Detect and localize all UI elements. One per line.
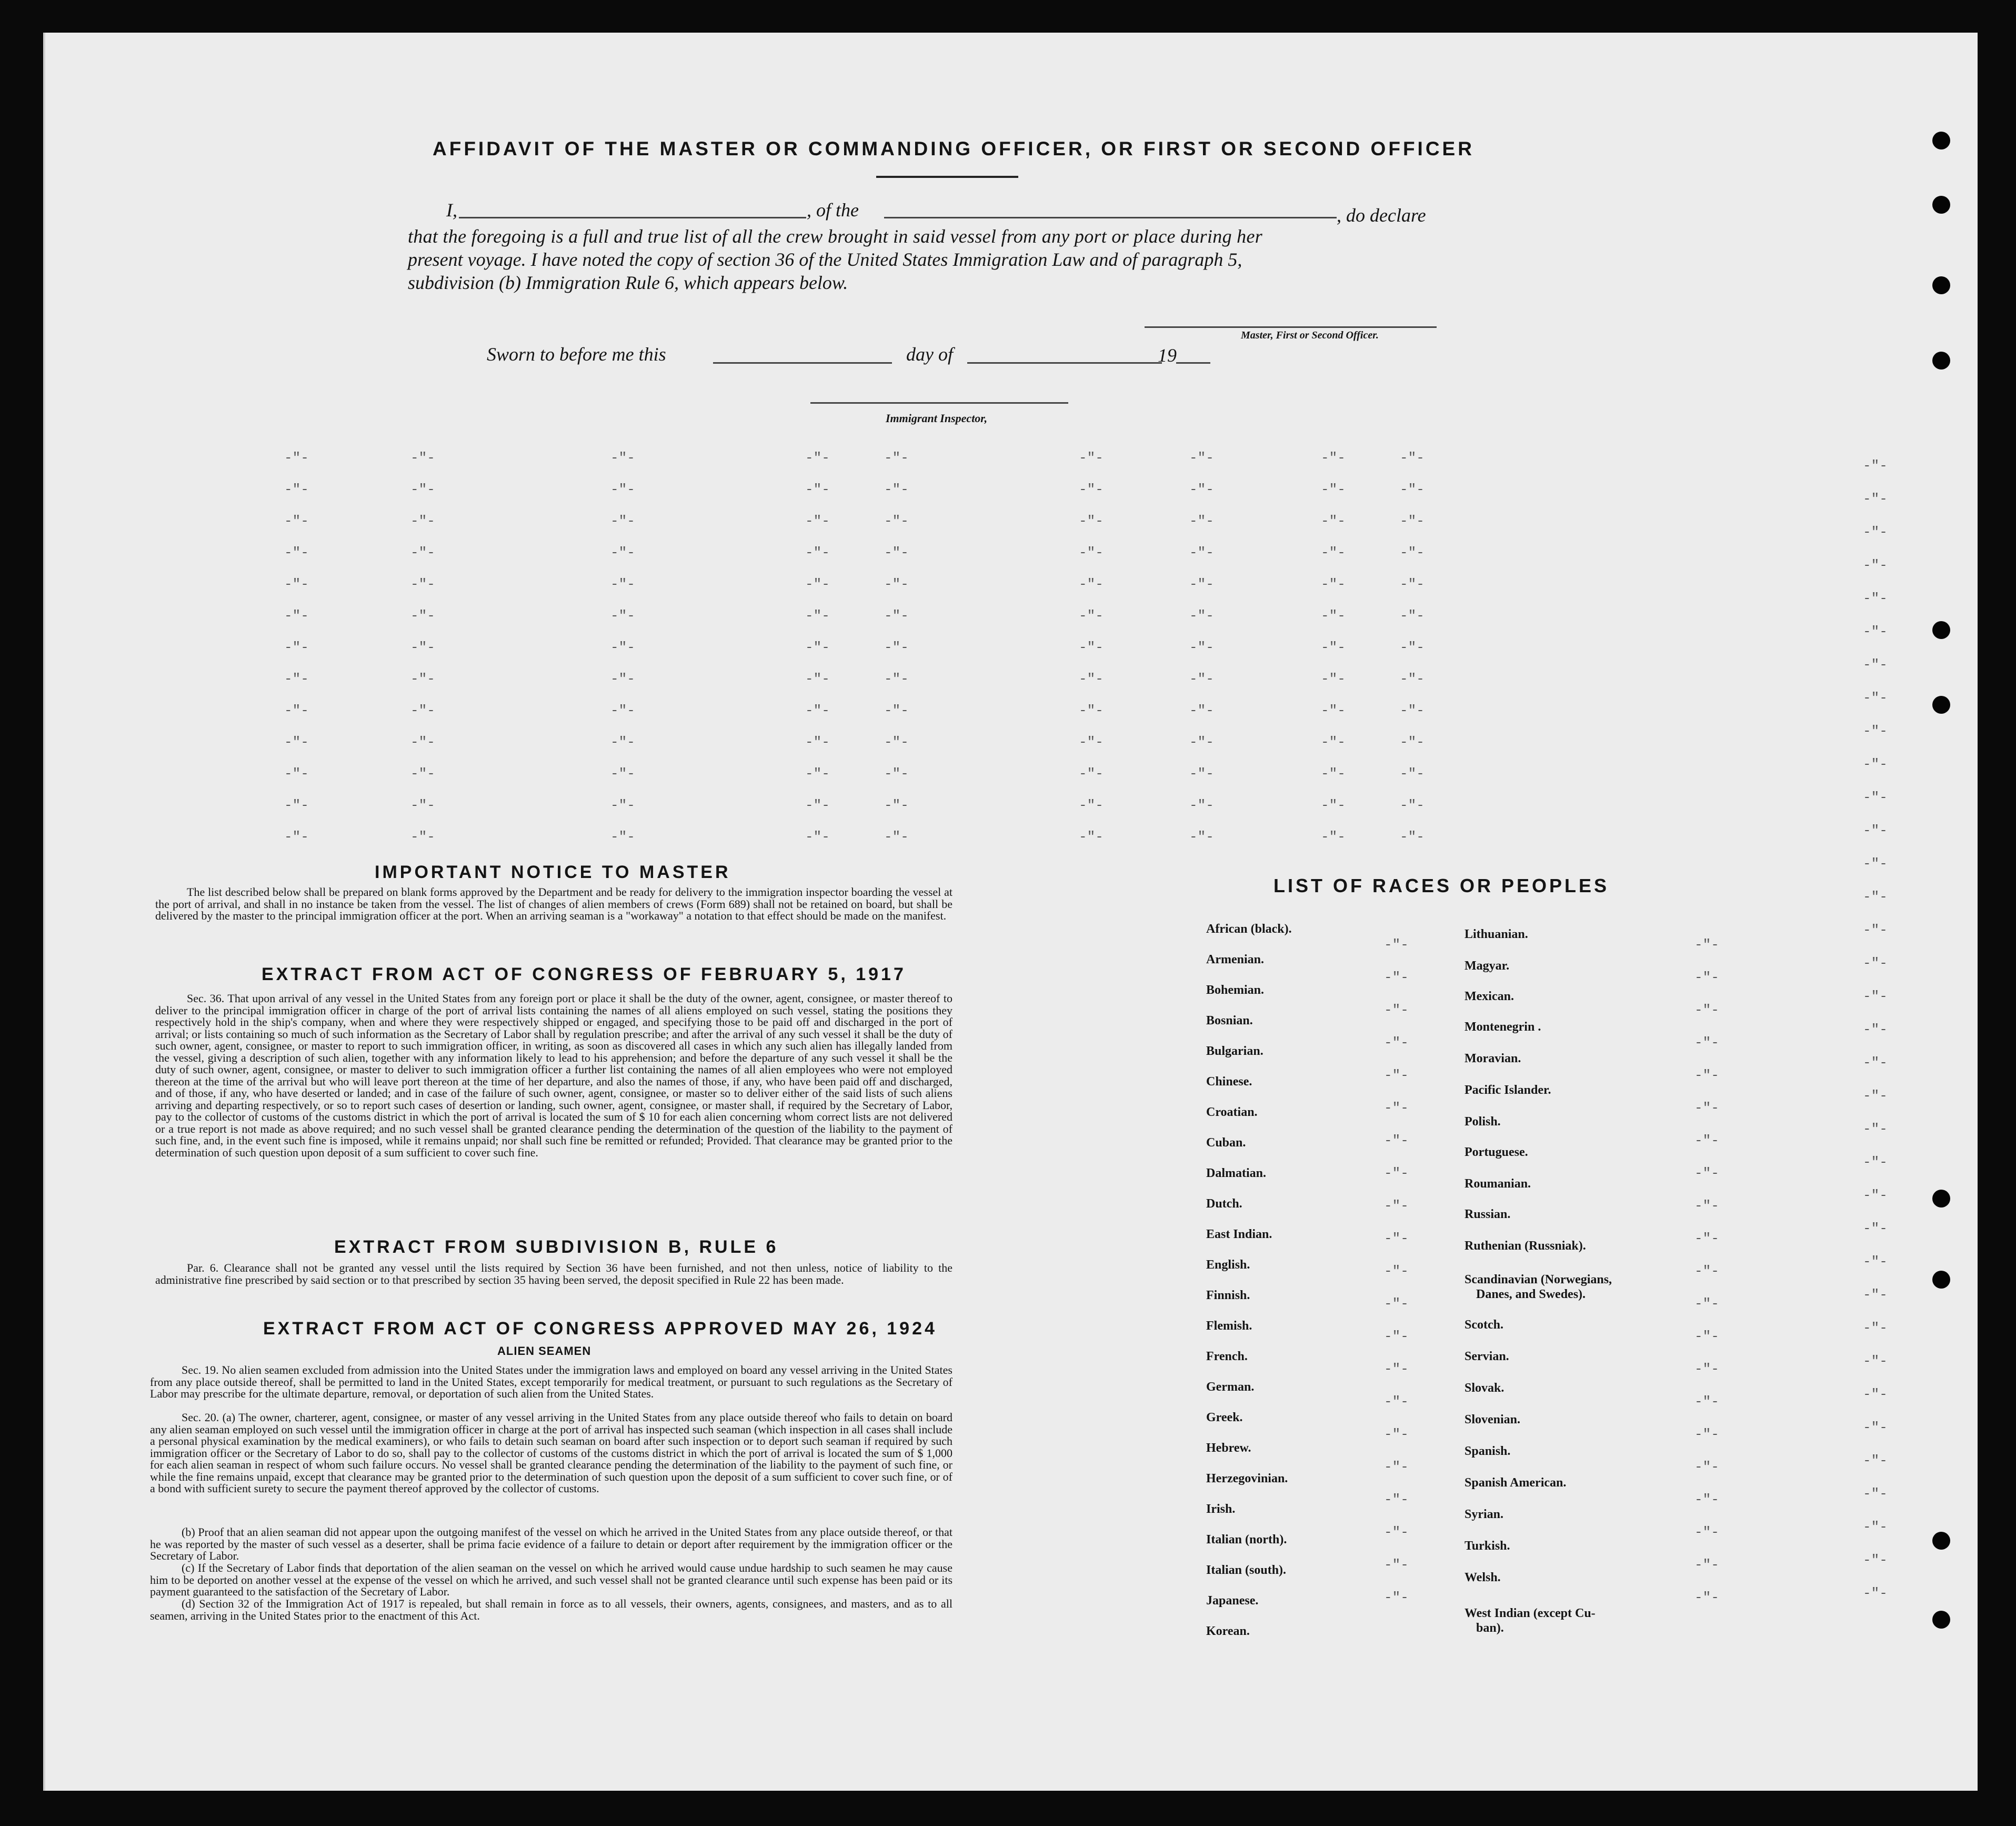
race-item: Welsh. xyxy=(1465,1571,1501,1584)
ditto-mark: -"- xyxy=(1079,671,1104,687)
ditto-mark: -"- xyxy=(1400,482,1425,497)
ditto-mark: -"- xyxy=(1863,1585,1888,1601)
ditto-mark: -"- xyxy=(884,797,909,813)
ditto-mark: -"- xyxy=(1384,1394,1409,1410)
ditto-mark: -"- xyxy=(884,576,909,592)
ditto-mark: -"- xyxy=(610,482,635,497)
punch-hole xyxy=(1932,196,1950,214)
race-item: Danes, and Swedes). xyxy=(1476,1288,1586,1301)
ditto-mark: -"- xyxy=(1694,1231,1719,1246)
ditto-mark: -"- xyxy=(1384,1459,1409,1475)
ditto-mark: -"- xyxy=(410,545,435,561)
ditto-mark: -"- xyxy=(1189,482,1214,497)
ditto-mark: -"- xyxy=(1321,766,1346,782)
ditto-mark: -"- xyxy=(1863,1287,1888,1303)
punch-hole xyxy=(1932,1190,1950,1208)
ditto-mark: -"- xyxy=(1384,1133,1409,1149)
punch-hole xyxy=(1932,696,1950,714)
ditto-mark: -"- xyxy=(1189,734,1214,750)
race-item: Spanish American. xyxy=(1465,1476,1567,1490)
ditto-mark: -"- xyxy=(1079,829,1104,845)
race-item: Italian (north). xyxy=(1206,1533,1287,1546)
ditto-mark: -"- xyxy=(1384,1198,1409,1214)
ditto-mark: -"- xyxy=(1863,1320,1888,1336)
ditto-mark: -"- xyxy=(1384,1067,1409,1083)
ditto-mark: -"- xyxy=(1863,524,1888,540)
ditto-mark: -"- xyxy=(1694,1263,1719,1279)
punch-hole xyxy=(1932,1271,1950,1289)
ditto-mark: -"- xyxy=(1384,1231,1409,1246)
ditto-mark: -"- xyxy=(410,608,435,624)
extract-1924-sec20b: (b) Proof that an alien seaman did not appear upon the outgoing manifest of the vessel on which he arrived in the United States from any place outside thereof, or that he was reported by the master of such vessel as a deserter, shall be prima facie evidence of a failure to detain or deport after requirement by the immigration officer or the Secretary of Labor. xyxy=(150,1525,952,1562)
ditto-mark: -"- xyxy=(1321,671,1346,687)
ditto-mark: -"- xyxy=(1400,703,1425,719)
ditto-mark: -"- xyxy=(284,829,309,845)
ditto-mark: -"- xyxy=(805,450,830,466)
ditto-mark: -"- xyxy=(1863,1121,1888,1137)
ditto-mark: -"- xyxy=(1384,1263,1409,1279)
ditto-mark: -"- xyxy=(1321,482,1346,497)
ditto-mark: -"- xyxy=(1189,608,1214,624)
ditto-mark: -"- xyxy=(805,734,830,750)
ditto-mark: -"- xyxy=(1863,756,1888,772)
ditto-mark: -"- xyxy=(1321,450,1346,466)
ditto-mark: -"- xyxy=(410,640,435,655)
ditto-mark: -"- xyxy=(1189,797,1214,813)
ditto-mark: -"- xyxy=(610,734,635,750)
ditto-mark: -"- xyxy=(1863,1188,1888,1203)
extract-1924-sec19: Sec. 19. No alien seamen excluded from admission into the United States under the immigration laws and employed on board any vessel arriving in the United States from any place outside thereof, shall be permitted to land in the United States, except temporarily for medical treatment, or pursuant to such regulations as the Secretary of Labor may prescribe for the ultimate departure, removal, or deportation of such alien from the United States. xyxy=(150,1363,952,1400)
ditto-mark: -"- xyxy=(1384,1361,1409,1377)
race-item: Chinese. xyxy=(1206,1075,1252,1089)
ditto-mark: -"- xyxy=(1863,889,1888,905)
ditto-mark: -"- xyxy=(1694,970,1719,985)
ditto-mark: -"- xyxy=(1400,450,1425,466)
ditto-mark: -"- xyxy=(1079,545,1104,561)
ditto-mark: -"- xyxy=(1079,482,1104,497)
ditto-mark: -"- xyxy=(1694,1198,1719,1214)
ditto-mark: -"- xyxy=(1384,1557,1409,1573)
ditto-mark: -"- xyxy=(1400,734,1425,750)
sworn-label: Sworn to before me this xyxy=(487,344,666,365)
ditto-mark: -"- xyxy=(1694,1035,1719,1051)
punch-hole xyxy=(1932,1611,1950,1629)
ditto-mark: -"- xyxy=(1384,1035,1409,1051)
ditto-mark: -"- xyxy=(610,545,635,561)
ditto-mark: -"- xyxy=(284,640,309,655)
of-the-label: , of the xyxy=(807,199,859,221)
ditto-mark: -"- xyxy=(805,576,830,592)
ditto-mark: -"- xyxy=(610,671,635,687)
ditto-mark: -"- xyxy=(805,640,830,655)
ditto-mark: -"- xyxy=(610,703,635,719)
ditto-mark: -"- xyxy=(1694,1492,1719,1508)
ditto-mark: -"- xyxy=(284,797,309,813)
ditto-mark: -"- xyxy=(1079,513,1104,529)
signature-field[interactable] xyxy=(1145,326,1437,328)
ditto-mark: -"- xyxy=(1400,513,1425,529)
ditto-mark: -"- xyxy=(1863,1420,1888,1435)
punch-hole xyxy=(1932,352,1950,370)
ditto-mark: -"- xyxy=(1400,576,1425,592)
year-prefix: 19 xyxy=(1158,345,1177,366)
race-item: Scandinavian (Norwegians, xyxy=(1465,1273,1612,1286)
ditto-mark: -"- xyxy=(1384,1100,1409,1116)
punch-hole xyxy=(1932,621,1950,639)
race-item: Slovak. xyxy=(1465,1381,1505,1395)
ditto-mark: -"- xyxy=(1384,1329,1409,1344)
ditto-mark: -"- xyxy=(1863,955,1888,971)
ditto-mark: -"- xyxy=(805,829,830,845)
do-declare-label: , do declare xyxy=(1337,205,1426,226)
race-item: Mexican. xyxy=(1465,990,1514,1003)
race-item: Ruthenian (Russniak). xyxy=(1465,1239,1586,1253)
extract-1924-title: EXTRACT FROM ACT OF CONGRESS APPROVED MAY 26, 1924 xyxy=(263,1319,937,1339)
race-item: Moravian. xyxy=(1465,1052,1521,1065)
ditto-mark: -"- xyxy=(1863,591,1888,606)
ditto-mark: -"- xyxy=(410,797,435,813)
ditto-mark: -"- xyxy=(1079,640,1104,655)
ditto-mark: -"- xyxy=(805,608,830,624)
ditto-mark: -"- xyxy=(610,766,635,782)
ditto-mark: -"- xyxy=(805,545,830,561)
ditto-mark: -"- xyxy=(610,450,635,466)
extract-1924-sec20a: Sec. 20. (a) The owner, charterer, agent, consignee, or master of any vessel arriving in the United States from any place outside thereof who fails to detain on board any alien seaman employed on such vessel until the immigration officer in charge at the port of arrival has inspected such seaman (which inspection in all cases shall include a personal physical examination by the medical examiners), or who fails to detain such seaman on board after such inspection or to deport such seaman if required by such immigration officer or the Secretary of Labor to do so, shall pay to the collector of customs of the customs district in which the port of arrival is located the sum of $ 1,000 for each alien seaman in respect of whom such failure occurs. No vessel shall be granted clearance pending the determination of the liability to the payment of such fine, or while the fine remains unpaid, except that clearance may be granted prior to the determination of such question upon the deposit of a sum sufficient to cover such fine, or of a bond with sufficient surety to secure the payment thereof approved by the collector of customs. xyxy=(150,1411,952,1495)
extract-1924-sec20d: (d) Section 32 of the Immigration Act of 1917 is repealed, but shall remain in force as to all vessels, their owners, agents, consignees, and masters, and as to all seamen, arriving in the United States prior to the enactment of this Act. xyxy=(150,1597,952,1622)
ditto-mark: -"- xyxy=(1400,829,1425,845)
race-item: Dalmatian. xyxy=(1206,1166,1266,1180)
extract-rule6-text: Par. 6. Clearance shall not be granted any vessel until the lists required by Section 36 have been furnished, and not then unless, notice of liability to the administrative fine prescribed by said section or to that prescribed by section 35 having been served, the deposit specified in Rule 22 has been made. xyxy=(155,1261,952,1286)
ditto-mark: -"- xyxy=(884,766,909,782)
ditto-mark: -"- xyxy=(1863,1254,1888,1270)
ditto-mark: -"- xyxy=(1863,1088,1888,1104)
ditto-mark: -"- xyxy=(1384,1002,1409,1018)
ditto-mark: -"- xyxy=(284,703,309,719)
ditto-mark: -"- xyxy=(1384,1524,1409,1540)
ditto-mark: -"- xyxy=(1189,766,1214,782)
ditto-mark: -"- xyxy=(610,797,635,813)
race-item: West Indian (except Cu- xyxy=(1465,1607,1596,1620)
race-item: Lithuanian. xyxy=(1465,927,1528,941)
race-item: Bulgarian. xyxy=(1206,1044,1263,1058)
ditto-mark: -"- xyxy=(610,608,635,624)
vessel-name-field[interactable] xyxy=(884,217,1337,218)
declarant-label: I, xyxy=(446,199,457,221)
ditto-mark: -"- xyxy=(410,734,435,750)
race-item: Scotch. xyxy=(1465,1318,1503,1332)
ditto-mark: -"- xyxy=(1863,557,1888,573)
race-item: English. xyxy=(1206,1258,1250,1272)
ditto-mark: -"- xyxy=(410,576,435,592)
ditto-mark: -"- xyxy=(610,829,635,845)
ditto-mark: -"- xyxy=(284,734,309,750)
notice-text: The list described below shall be prepared on blank forms approved by the Department and be ready for delivery to the immigration inspector boarding the vessel at the port of arrival, and shall in no instance be taken from the vessel. The list of changes of alien members of crews (Form 689) shall not be retained on board, but shall be delivered by the master to the principal immigration officer at the port. When an arriving seaman is a "workaway" a notation to that effect should be made on the manifest. xyxy=(155,885,952,922)
ditto-mark: -"- xyxy=(284,608,309,624)
ditto-mark: -"- xyxy=(1863,1519,1888,1535)
race-item: Herzegovinian. xyxy=(1206,1472,1288,1485)
ditto-mark: -"- xyxy=(1863,856,1888,872)
ditto-mark: -"- xyxy=(610,513,635,529)
ditto-mark: -"- xyxy=(1079,608,1104,624)
ditto-mark: -"- xyxy=(410,766,435,782)
ditto-mark: -"- xyxy=(1384,1590,1409,1605)
ditto-mark: -"- xyxy=(1694,1524,1719,1540)
race-item: Russian. xyxy=(1465,1208,1511,1221)
ditto-mark: -"- xyxy=(1321,797,1346,813)
ditto-mark: -"- xyxy=(1863,624,1888,640)
race-item: Cuban. xyxy=(1206,1136,1246,1150)
ditto-mark: -"- xyxy=(284,545,309,561)
ditto-mark: -"- xyxy=(1694,1459,1719,1475)
ditto-mark: -"- xyxy=(1863,1221,1888,1236)
ditto-mark: -"- xyxy=(410,482,435,497)
day-of-label: day of xyxy=(906,344,953,365)
ditto-mark: -"- xyxy=(1321,545,1346,561)
race-item: Korean. xyxy=(1206,1624,1250,1638)
ditto-mark: -"- xyxy=(805,766,830,782)
ditto-mark: -"- xyxy=(1384,970,1409,985)
ditto-mark: -"- xyxy=(1384,1165,1409,1181)
race-item: Servian. xyxy=(1465,1350,1509,1363)
ditto-mark: -"- xyxy=(1694,1165,1719,1181)
race-item: Irish. xyxy=(1206,1502,1236,1516)
ditto-mark: -"- xyxy=(1321,513,1346,529)
race-item: Spanish. xyxy=(1465,1444,1511,1458)
ditto-mark: -"- xyxy=(1321,608,1346,624)
declarant-name-field[interactable] xyxy=(459,217,806,218)
ditto-mark: -"- xyxy=(1863,1386,1888,1402)
ditto-mark: -"- xyxy=(1694,1296,1719,1312)
race-item: Syrian. xyxy=(1465,1508,1504,1521)
ditto-mark: -"- xyxy=(1079,766,1104,782)
ditto-mark: -"- xyxy=(1321,576,1346,592)
race-item: Japanese. xyxy=(1206,1594,1259,1608)
ditto-mark: -"- xyxy=(884,640,909,655)
ditto-mark: -"- xyxy=(1694,1590,1719,1605)
ditto-mark: -"- xyxy=(884,545,909,561)
race-item: Bosnian. xyxy=(1206,1014,1253,1027)
race-item: Dutch. xyxy=(1206,1197,1242,1211)
ditto-mark: -"- xyxy=(1189,829,1214,845)
ditto-mark: -"- xyxy=(1079,576,1104,592)
sworn-day-field[interactable] xyxy=(713,362,892,364)
ditto-mark: -"- xyxy=(1189,671,1214,687)
ditto-mark: -"- xyxy=(1863,491,1888,507)
ditto-mark: -"- xyxy=(805,513,830,529)
extract-1924-subtitle: ALIEN SEAMEN xyxy=(497,1344,591,1358)
ditto-mark: -"- xyxy=(1400,640,1425,655)
ditto-mark: -"- xyxy=(284,482,309,497)
race-item: East Indian. xyxy=(1206,1228,1272,1241)
ditto-mark: -"- xyxy=(1863,458,1888,474)
ditto-mark: -"- xyxy=(410,703,435,719)
ditto-mark: -"- xyxy=(1384,1426,1409,1442)
race-item: Flemish. xyxy=(1206,1319,1252,1333)
ditto-mark: -"- xyxy=(1694,1100,1719,1116)
race-item: French. xyxy=(1206,1350,1248,1363)
race-item: Polish. xyxy=(1465,1115,1501,1129)
ditto-mark: -"- xyxy=(410,671,435,687)
ditto-mark: -"- xyxy=(1863,1154,1888,1170)
ditto-mark: -"- xyxy=(1189,703,1214,719)
extract-rule6-title: EXTRACT FROM SUBDIVISION B, RULE 6 xyxy=(334,1237,779,1257)
ditto-mark: -"- xyxy=(410,829,435,845)
ditto-mark: -"- xyxy=(1694,1557,1719,1573)
race-item: Pacific Islander. xyxy=(1465,1083,1551,1097)
extract-1917-text: Sec. 36. That upon arrival of any vessel in the United States from any foreign port or place it shall be the duty of the owner, agent, consignee, or master thereof to deliver to the principal immigration officer in charge of the port of arrival lists containing the names of all aliens employed on such vessel, stating the positions they respectively hold in the ship's company, when and where they were respectively shipped or engaged, and specifying those to be paid off and discharged in the port of arrival; or lists containing so much of such information as the Secretary of Labor shall by regulation prescribe; and after the arrival of any such vessel it shall be the duty of such owner, agent, consignee, or master to report to such immigration officer, in writing, as soon as discovered all cases in which any such alien has illegally landed from the vessel, giving a description of such alien, together with any information likely to lead to his apprehension; and before the departure of any such vessel it shall be the duty of such owner, agent, consignee, or master to deliver to such immigration officer a further list containing the names of all alien employees who were not employed thereon at the time of the arrival but who will leave port thereon at the time of her departure, and also the names of those, if any, who have been paid off and discharged, and of those, if any, who have deserted or landed; and in case of the failure of such owner, agent, consignee, or master so to deliver either of the said lists of such aliens arriving and departing respectively, or so to report such cases of desertion or landing, such owner, agent, consignee, or master shall, if required by the Secretary of Labor, pay to the collector of customs of the customs district in which the port of arrival is located the sum of $ 10 for each alien concerning whom correct lists are not delivered or a true report is not made as above required; and no such vessel shall be granted clearance pending the determination of the question of the liability to the payment of such fine, and, in the event such fine is imposed, while it remains unpaid; nor shall such fine be remitted or refunded; Provided. That clearance may be granted prior to the determination of such question upon deposit of a sum sufficient to cover such fine. xyxy=(155,992,952,1159)
ditto-mark: -"- xyxy=(1321,734,1346,750)
race-item: ban). xyxy=(1476,1621,1504,1635)
race-item: Greek. xyxy=(1206,1411,1243,1424)
ditto-mark: -"- xyxy=(805,703,830,719)
punch-hole xyxy=(1932,1532,1950,1550)
sworn-year-field[interactable] xyxy=(1176,362,1210,364)
ditto-mark: -"- xyxy=(1400,608,1425,624)
inspector-signature-field[interactable] xyxy=(810,402,1068,404)
ditto-mark: -"- xyxy=(1863,723,1888,739)
ditto-mark: -"- xyxy=(1079,703,1104,719)
ditto-mark: -"- xyxy=(1694,1002,1719,1018)
ditto-mark: -"- xyxy=(1863,1552,1888,1568)
ditto-mark: -"- xyxy=(1694,1067,1719,1083)
notice-title: IMPORTANT NOTICE TO MASTER xyxy=(375,862,731,882)
ditto-mark: -"- xyxy=(610,576,635,592)
race-item: Finnish. xyxy=(1206,1289,1250,1302)
race-item: Hebrew. xyxy=(1206,1441,1251,1455)
ditto-mark: -"- xyxy=(1863,823,1888,839)
ditto-mark: -"- xyxy=(1694,1426,1719,1442)
ditto-mark: -"- xyxy=(1863,790,1888,805)
race-item: Croatian. xyxy=(1206,1105,1258,1119)
ditto-mark: -"- xyxy=(884,513,909,529)
race-item: German. xyxy=(1206,1380,1255,1394)
race-item: Turkish. xyxy=(1465,1539,1510,1553)
extract-1917-title: EXTRACT FROM ACT OF CONGRESS OF FEBRUARY 5, 1917 xyxy=(262,964,906,984)
ditto-mark: -"- xyxy=(1863,1353,1888,1369)
ditto-mark: -"- xyxy=(284,513,309,529)
ditto-mark: -"- xyxy=(884,829,909,845)
ditto-mark: -"- xyxy=(1863,989,1888,1004)
ditto-mark: -"- xyxy=(1189,450,1214,466)
ditto-mark: -"- xyxy=(1384,937,1409,953)
ditto-mark: -"- xyxy=(1189,640,1214,655)
ditto-mark: -"- xyxy=(284,576,309,592)
affidavit-line-4: subdivision (b) Immigration Rule 6, which appears below. xyxy=(408,272,848,293)
affidavit-line-3: present voyage. I have noted the copy of section 36 of the United States Immigration Law and of paragraph 5, xyxy=(408,249,1242,270)
ditto-mark: -"- xyxy=(884,734,909,750)
ditto-mark: -"- xyxy=(284,671,309,687)
ditto-mark: -"- xyxy=(1400,797,1425,813)
ditto-mark: -"- xyxy=(1863,922,1888,938)
ditto-mark: -"- xyxy=(884,450,909,466)
ditto-mark: -"- xyxy=(884,703,909,719)
ditto-mark: -"- xyxy=(610,640,635,655)
signature-label: Master, First or Second Officer. xyxy=(1241,330,1379,341)
ditto-mark: -"- xyxy=(1863,1022,1888,1037)
ditto-mark: -"- xyxy=(805,482,830,497)
ditto-mark: -"- xyxy=(884,608,909,624)
sworn-month-field[interactable] xyxy=(967,362,1162,364)
ditto-mark: -"- xyxy=(1694,1329,1719,1344)
punch-hole xyxy=(1932,276,1950,294)
ditto-mark: -"- xyxy=(1694,1133,1719,1149)
ditto-mark: -"- xyxy=(284,766,309,782)
race-item: African (black). xyxy=(1206,922,1292,936)
affidavit-title: AFFIDAVIT OF THE MASTER OR COMMANDING OFFICER, OR FIRST OR SECOND OFFICER xyxy=(433,138,1475,159)
ditto-mark: -"- xyxy=(1400,766,1425,782)
ditto-mark: -"- xyxy=(1384,1492,1409,1508)
ditto-mark: -"- xyxy=(805,671,830,687)
race-item: Italian (south). xyxy=(1206,1563,1287,1577)
race-item: Bohemian. xyxy=(1206,983,1265,997)
ditto-mark: -"- xyxy=(1384,1296,1409,1312)
ditto-mark: -"- xyxy=(1079,450,1104,466)
ditto-mark: -"- xyxy=(884,671,909,687)
ditto-mark: -"- xyxy=(884,482,909,497)
ditto-mark: -"- xyxy=(1863,690,1888,706)
title-rule xyxy=(876,176,1018,178)
ditto-mark: -"- xyxy=(1863,1486,1888,1502)
race-item: Armenian. xyxy=(1206,953,1264,966)
race-item: Magyar. xyxy=(1465,959,1510,973)
ditto-mark: -"- xyxy=(805,797,830,813)
ditto-mark: -"- xyxy=(1694,937,1719,953)
race-item: Roumanian. xyxy=(1465,1177,1531,1191)
ditto-mark: -"- xyxy=(1321,640,1346,655)
ditto-mark: -"- xyxy=(410,450,435,466)
race-item: Portuguese. xyxy=(1465,1145,1528,1159)
ditto-mark: -"- xyxy=(1079,734,1104,750)
ditto-mark: -"- xyxy=(1694,1361,1719,1377)
ditto-mark: -"- xyxy=(1189,576,1214,592)
ditto-mark: -"- xyxy=(1694,1394,1719,1410)
ditto-mark: -"- xyxy=(1400,671,1425,687)
ditto-mark: -"- xyxy=(1863,1453,1888,1469)
ditto-mark: -"- xyxy=(1079,797,1104,813)
race-item: Montenegrin . xyxy=(1465,1020,1541,1034)
punch-hole xyxy=(1932,132,1950,149)
inspector-label: Immigrant Inspector, xyxy=(886,412,988,425)
races-title: LIST OF RACES OR PEOPLES xyxy=(1273,875,1610,896)
ditto-mark: -"- xyxy=(410,513,435,529)
race-item: Slovenian. xyxy=(1465,1413,1521,1426)
ditto-mark: -"- xyxy=(1321,703,1346,719)
ditto-mark: -"- xyxy=(284,450,309,466)
ditto-mark: -"- xyxy=(1863,1055,1888,1071)
affidavit-line-2: that the foregoing is a full and true list of all the crew brought in said vessel from any port or place during her xyxy=(408,226,1263,247)
extract-1924-sec20c: (c) If the Secretary of Labor finds that deportation of the alien seaman on the vessel on which he arrived would cause undue hardship to such seamen he may cause him to be deported on another vessel at the expense of the vessel on which he arrived, and such vessel shall not be granted clearance until such expense has been paid or its payment guaranteed to the satisfaction of the Secretary of Labor. xyxy=(150,1561,952,1598)
ditto-mark: -"- xyxy=(1189,513,1214,529)
ditto-mark: -"- xyxy=(1189,545,1214,561)
ditto-mark: -"- xyxy=(1400,545,1425,561)
ditto-mark: -"- xyxy=(1321,829,1346,845)
ditto-mark: -"- xyxy=(1863,657,1888,673)
